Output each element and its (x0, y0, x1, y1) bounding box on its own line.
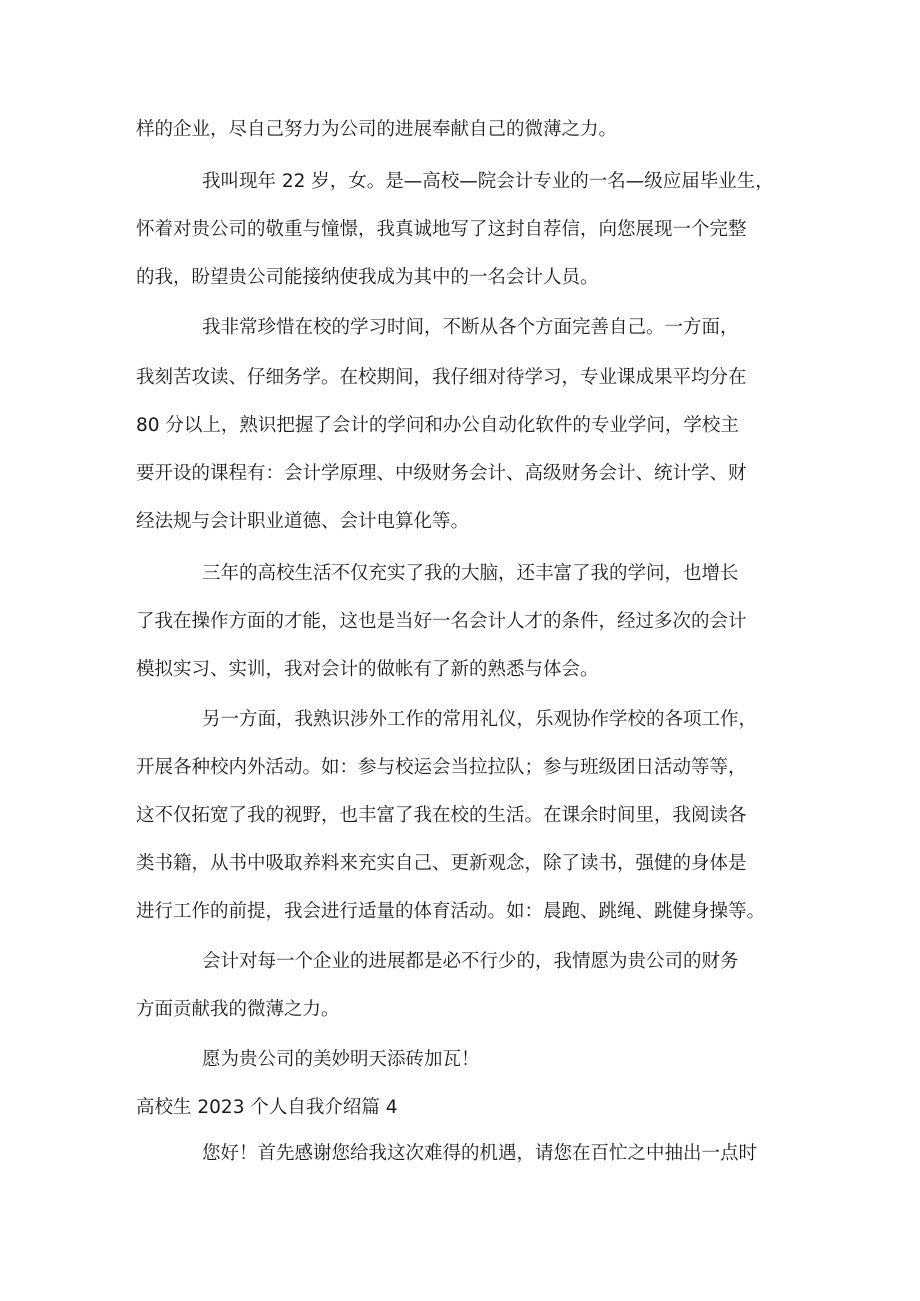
text-line: 类书籍，从书中吸取养料来充实自己、更新观念，除了读书，强健的身体是 (136, 853, 747, 874)
text-line: 了我在操作方面的才能，这也是当好一名会计人才的条件，经过多次的会计 (136, 611, 747, 632)
paragraph-start-line: 我非常珍惜在校的学习时间，不断从各个方面完善自己。一方面， (202, 317, 739, 338)
text-line: 怀着对贵公司的敬重与憧憬，我真诚地写了这封自荐信，向您展现一个完整 (136, 219, 747, 240)
text-line: 模拟实习、实训，我对会计的做帐有了新的熟悉与体会。 (136, 659, 599, 680)
text-line: 的我，盼望贵公司能接纳使我成为其中的一名会计人员。 (136, 267, 599, 288)
text-line: 开展各种校内外活动。如：参与校运会当拉拉队；参与班级团日活动等等， (136, 757, 747, 778)
section-heading: 高校生 2023 个人自我介绍篇 4 (136, 1097, 398, 1118)
paragraph-start-line: 我叫现年 22 岁，女。是—高校—院会计专业的一名—级应届毕业生， (202, 171, 774, 192)
paragraph-start-line: 您好！首先感谢您给我这次难得的机遇，请您在百忙之中抽出一点时 (202, 1143, 758, 1164)
text-line: 我刻苦攻读、仔细务学。在校期间，我仔细对待学习，专业课成果平均分在 (136, 367, 747, 388)
paragraph-start-line: 三年的高校生活不仅充实了我的大脑，还丰富了我的学问，也增长 (202, 563, 739, 584)
closing-line: 愿为贵公司的美妙明天添砖加瓦！ (202, 1049, 480, 1070)
text-line: 要开设的课程有：会计学原理、中级财务会计、高级财务会计、统计学、财 (136, 463, 747, 484)
paragraph-start-line: 会计对每一个企业的进展都是必不行少的，我情愿为贵公司的财务 (202, 951, 739, 972)
text-line: 80 分以上，熟识把握了会计的学问和办公自动化软件的专业学问，学校主 (136, 415, 739, 436)
text-line: 方面贡献我的微薄之力。 (136, 999, 340, 1020)
text-line: 进行工作的前提，我会进行适量的体育活动。如：晨跑、跳绳、跳健身操等。 (136, 901, 766, 922)
text-line: 样的企业，尽自己努力为公司的进展奉献自己的微薄之力。 (136, 119, 618, 140)
paragraph-start-line: 另一方面，我熟识涉外工作的常用礼仪，乐观协作学校的各项工作， (202, 709, 758, 730)
text-line: 经法规与会计职业道德、会计电算化等。 (136, 511, 470, 532)
text-line: 这不仅拓宽了我的视野，也丰富了我在校的生活。在课余时间里，我阅读各 (136, 805, 747, 826)
